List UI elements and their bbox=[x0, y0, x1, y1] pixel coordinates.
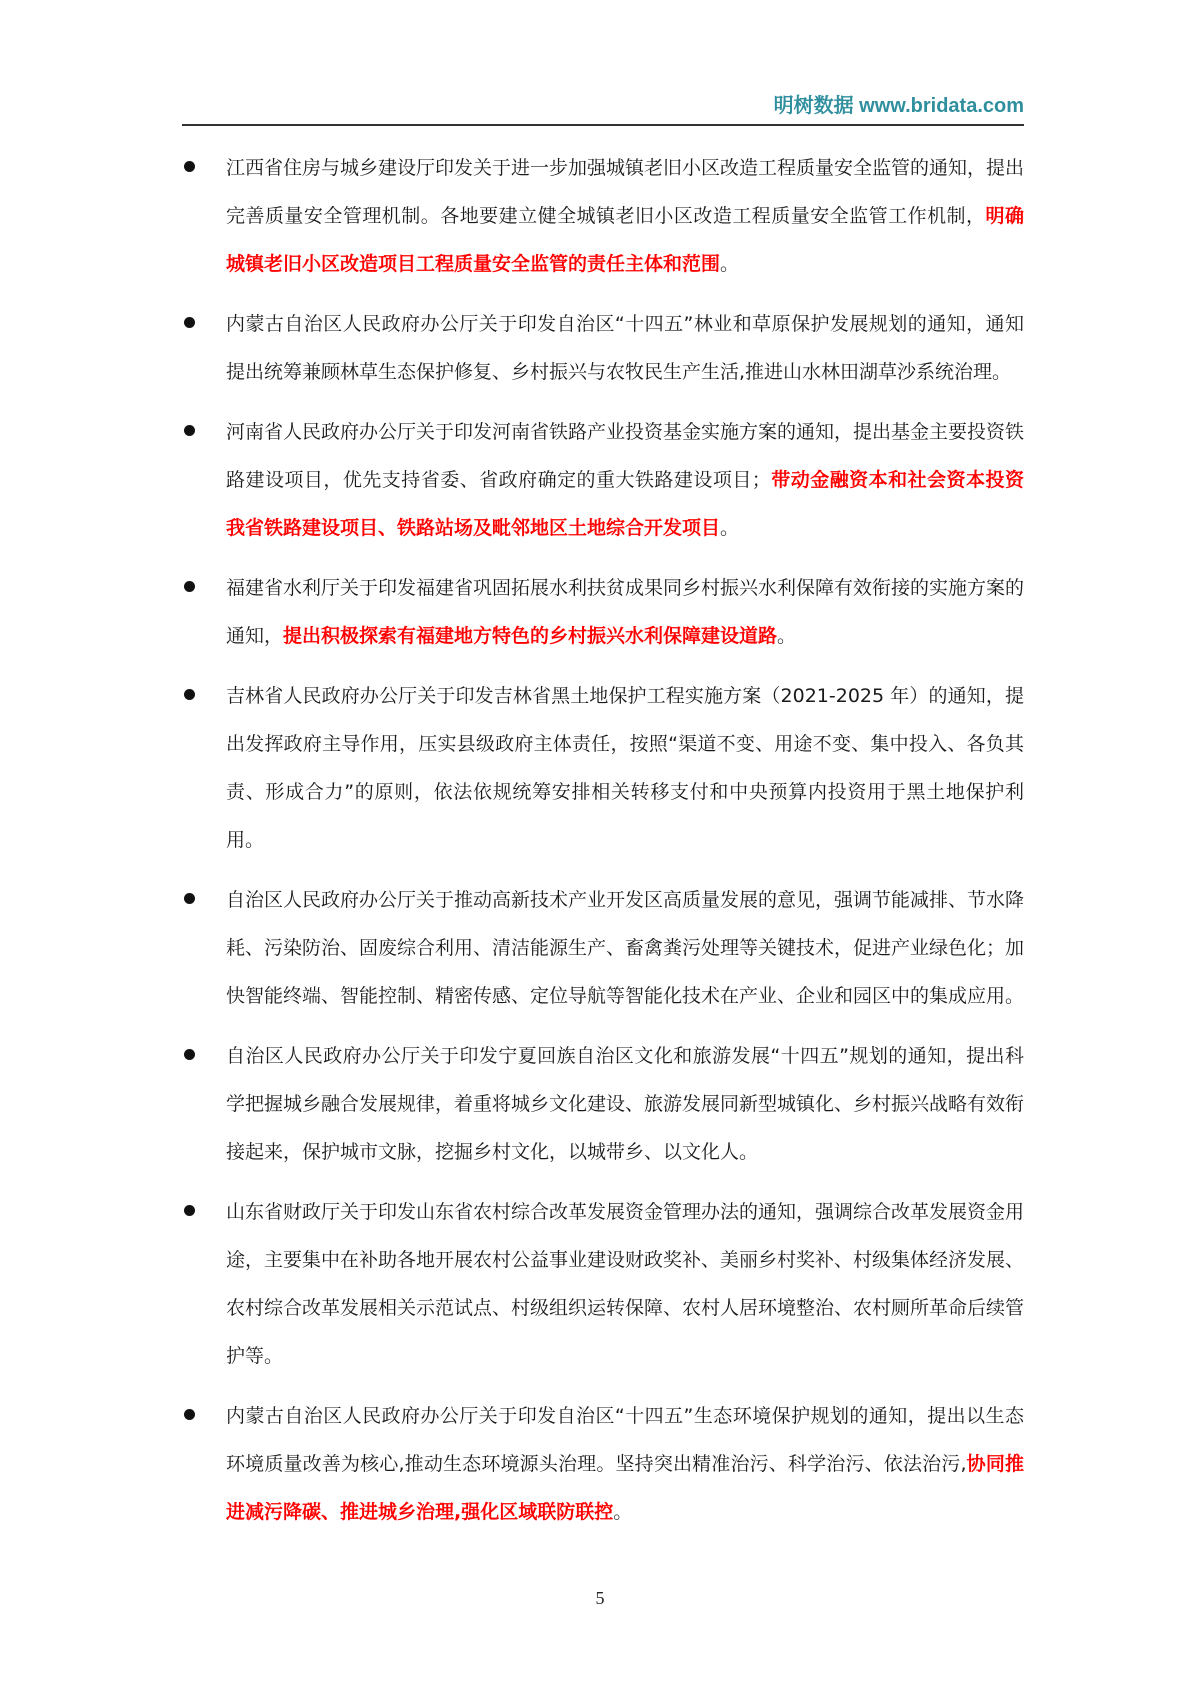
list-item-text bbox=[226, 408, 1024, 552]
item-tail: 。 bbox=[613, 1501, 633, 1523]
list-item-text bbox=[226, 672, 1024, 864]
item-body: 福建省水利厅关于印发福建省巩固拓展水利扶贫成果同乡村振兴水利保障有效衔接的实施方案的通知， bbox=[226, 577, 1025, 647]
bullet-icon bbox=[184, 1205, 195, 1216]
list-item-text bbox=[226, 300, 1024, 396]
item-body: 河南省人民政府办公厅关于印发河南省铁路产业投资基金实施方案的通知，提出基金主要投资铁路建设项目，优先支持省委、省政府确定的重大铁路建设项目； bbox=[226, 421, 1025, 491]
list-item bbox=[182, 1032, 1024, 1176]
list-item-text bbox=[226, 564, 1024, 660]
page-header bbox=[182, 88, 1024, 124]
item-body: 内蒙古自治区人民政府办公厅关于印发自治区“十四五”林业和草原保护发展规划的通知，通知提出统筹兼顾林草生态保护修复、乡村振兴与农牧民生产生活,推进山水林田湖草沙系统治理。 bbox=[226, 313, 1024, 383]
item-tail: 。 bbox=[720, 253, 740, 275]
bullet-icon bbox=[184, 425, 195, 436]
bullet-icon bbox=[184, 1049, 195, 1060]
item-body: 江西省住房与城乡建设厅印发关于进一步加强城镇老旧小区改造工程质量安全监管的通知，提出完善质量安全管理机制。各地要建立健全城镇老旧小区改造工程质量安全监管工作机制， bbox=[226, 157, 1025, 227]
bullet-icon bbox=[184, 581, 195, 592]
list-item bbox=[182, 1392, 1024, 1536]
bullet-icon bbox=[184, 893, 195, 904]
item-body: 山东省财政厅关于印发山东省农村综合改革发展资金管理办法的通知，强调综合改革发展资金用途，主要集中在补助各地开展农村公益事业建设财政奖补、美丽乡村奖补、村级集体经济发展、农村综合改革发展相关示范试点、村级组织运转保障、农村人居环境整治、农村厕所革命后续管护等。 bbox=[226, 1201, 1025, 1367]
item-body: 自治区人民政府办公厅关于推动高新技术产业开发区高质量发展的意见，强调节能减排、节水降耗、污染防治、固废综合利用、清洁能源生产、畜禽粪污处理等关键技术，促进产业绿色化；加快智能终端、智能控制、精密传感、定位导航等智能化技术在产业、企业和园区中的集成应用。 bbox=[226, 889, 1025, 1007]
item-body: 内蒙古自治区人民政府办公厅关于印发自治区“十四五”生态环境保护规划的通知，提出以生态环境质量改善为核心,推动生态环境源头治理。坚持突出精准治污、科学治污、依法治污, bbox=[226, 1405, 1024, 1475]
item-highlight: 提出积极探索有福建地方特色的乡村振兴水利保障建设道路 bbox=[283, 625, 778, 647]
list-item bbox=[182, 408, 1024, 552]
bullet-icon bbox=[184, 317, 195, 328]
list-item bbox=[182, 876, 1024, 1020]
brand-website: www.bridata.com bbox=[859, 95, 1024, 117]
list-item-text bbox=[226, 1032, 1024, 1176]
item-tail: 。 bbox=[777, 625, 797, 647]
item-body: 自治区人民政府办公厅关于印发宁夏回族自治区文化和旅游发展“十四五”规划的通知，提出科学把握城乡融合发展规律，着重将城乡文化建设、旅游发展同新型城镇化、乡村振兴战略有效衔接起来，保护城市文脉，挖掘乡村文化，以城带乡、以文化人。 bbox=[226, 1045, 1025, 1163]
bullet-icon bbox=[184, 161, 195, 172]
item-highlight: 明确城镇老旧小区改造项目工程质量安全监管的责任主体和范围 bbox=[226, 205, 1024, 275]
bullet-icon bbox=[184, 1409, 195, 1420]
header-divider bbox=[182, 124, 1024, 126]
bullet-list bbox=[182, 144, 1024, 1548]
list-item-text bbox=[226, 876, 1024, 1020]
list-item-text bbox=[226, 1392, 1024, 1536]
item-tail: 。 bbox=[720, 517, 740, 539]
list-item-text bbox=[226, 144, 1024, 288]
item-body: 吉林省人民政府办公厅关于印发吉林省黑土地保护工程实施方案（2021-2025 年）的通知，提出发挥政府主导作用，压实县级政府主体责任，按照“渠道不变、用途不变、集中投入、各负其责、形成合力”的原则，依法依规统筹安排相关转移支付和中央预算内投资用于黑土地保护利用。 bbox=[226, 685, 1024, 851]
list-item bbox=[182, 1188, 1024, 1380]
list-item bbox=[182, 564, 1024, 660]
page-number: 5 bbox=[595, 1588, 605, 1608]
list-item bbox=[182, 672, 1024, 864]
item-highlight: 协同推进减污降碳、推进城乡治理,强化区域联防联控 bbox=[226, 1453, 1024, 1523]
list-item bbox=[182, 300, 1024, 396]
bullet-icon bbox=[184, 689, 195, 700]
list-item bbox=[182, 144, 1024, 288]
brand-name: 明树数据 bbox=[773, 95, 854, 117]
list-item-text bbox=[226, 1188, 1024, 1380]
item-highlight: 带动金融资本和社会资本投资我省铁路建设项目、铁路站场及毗邻地区土地综合开发项目 bbox=[226, 469, 1024, 539]
